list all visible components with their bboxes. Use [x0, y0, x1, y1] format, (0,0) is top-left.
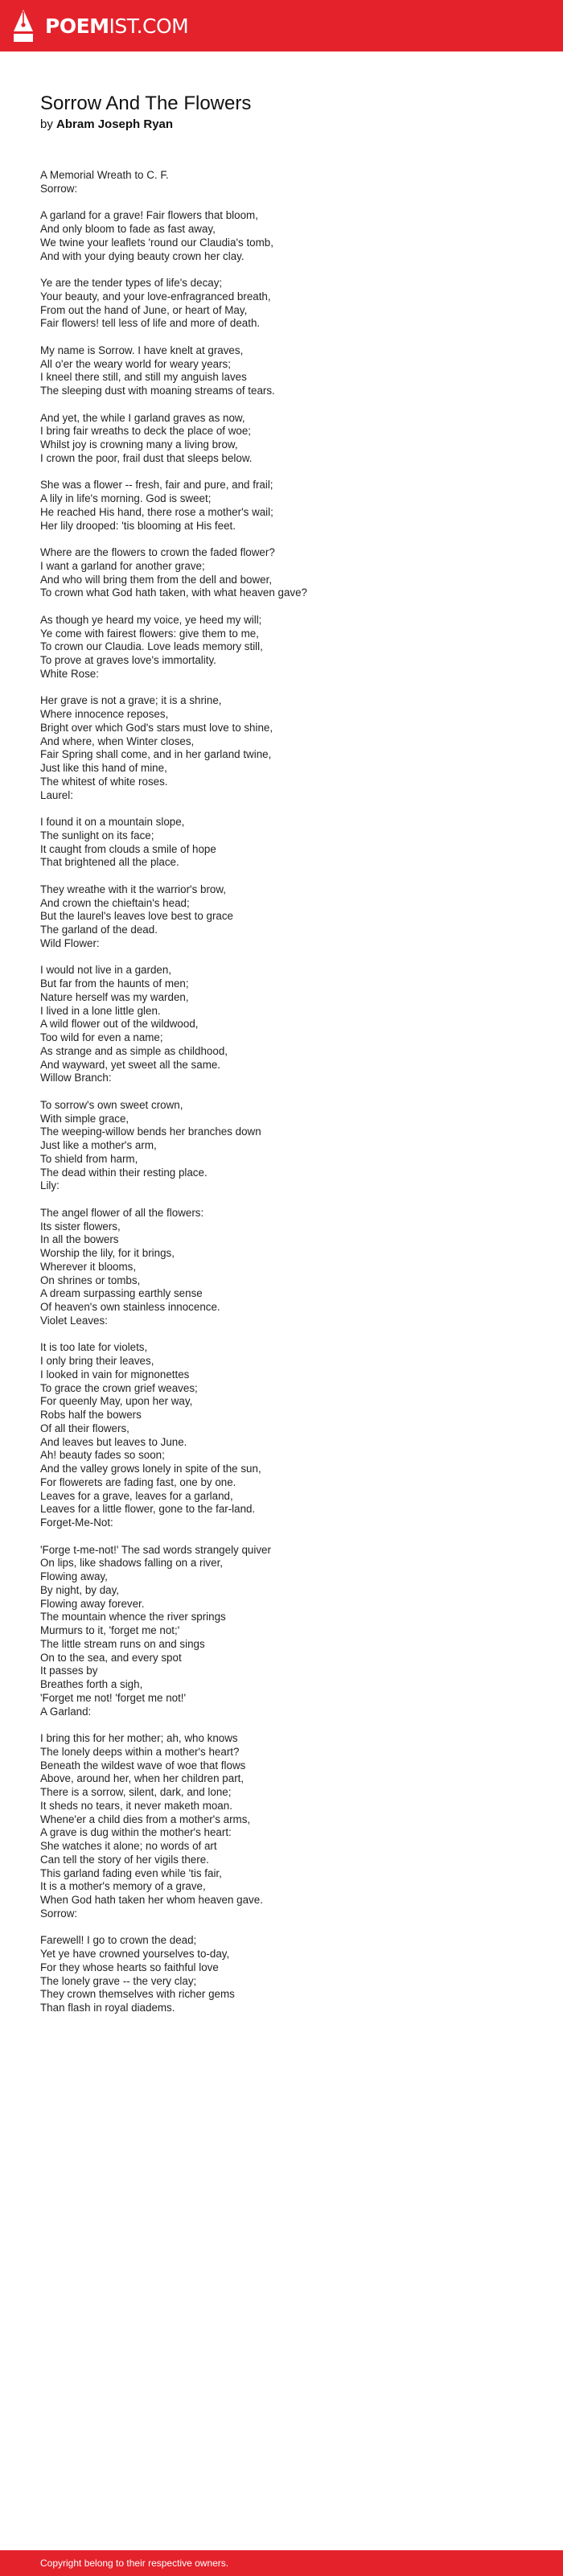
poem-line: And only bloom to fade as fast away,: [40, 223, 216, 235]
poem-line: There is a sorrow, silent, dark, and lone;: [40, 1786, 232, 1798]
site-logo[interactable]: [45, 16, 188, 36]
poem-line: To grace the crown grief weaves;: [40, 1381, 198, 1394]
stanza-break: [40, 802, 539, 816]
author-name[interactable]: Abram Joseph Ryan: [56, 117, 174, 131]
poem-line: On to the sea, and every spot: [40, 1651, 182, 1664]
poem-line: Its sister flowers,: [40, 1220, 121, 1232]
poem-line: On shrines or tombs,: [40, 1274, 141, 1286]
poem-line: Leaves for a grave, leaves for a garland,: [40, 1489, 233, 1502]
poem-line: Murmurs to it, 'forget me not;': [40, 1624, 180, 1636]
poem-line: The garland of the dead.: [40, 924, 158, 936]
poem-line: Laurel:: [40, 788, 73, 801]
poem-line: Whilst joy is crowning many a living brow,: [40, 438, 238, 451]
poem-line: Violet Leaves:: [40, 1314, 108, 1327]
poem-line: Her lily drooped: 'tis blooming at His feet.: [40, 519, 236, 532]
poem-line: Above, around her, when her children part,: [40, 1772, 245, 1785]
poem-line: Yet ye have crowned yourselves to-day,: [40, 1948, 230, 1960]
poem-line: A garland for a grave! Fair flowers that bloom,: [40, 209, 258, 222]
poem-line: It is too late for violets,: [40, 1341, 148, 1354]
poem-line: Of all their flowers,: [40, 1422, 129, 1434]
poem-line: I crown the poor, frail dust that sleeps below.: [40, 451, 253, 464]
poem-line: On lips, like shadows falling on a river,: [40, 1557, 224, 1570]
poem-line: But far from the haunts of men;: [40, 977, 189, 990]
poem-line: A Garland:: [40, 1705, 92, 1718]
byline: [40, 116, 539, 134]
poem-line: The lonely grave -- the very clay;: [40, 1974, 197, 1987]
poem-line: I found it on a mountain slope,: [40, 816, 185, 828]
poem-line: The sleeping dust with moaning streams of tears.: [40, 385, 275, 397]
stanza-break: [40, 951, 539, 965]
poem-line: A lily in life's morning. God is sweet;: [40, 492, 212, 504]
poem-line: And crown the chieftain's head;: [40, 896, 190, 909]
poem-line: Too wild for even a name;: [40, 1031, 163, 1043]
stanza-break: [40, 263, 539, 277]
pen-nib-icon: [11, 7, 35, 44]
poem-line: Lily:: [40, 1179, 60, 1192]
poem-line: To sorrow's own sweet crown,: [40, 1098, 183, 1111]
poem-line: To crown what God hath taken, with what heaven gave?: [40, 586, 307, 599]
poem-line: And the valley grows lonely in spite of the sun,: [40, 1463, 261, 1475]
stanza-break: [40, 1328, 539, 1342]
poem-line: A wild flower out of the wildwood,: [40, 1018, 199, 1031]
poem-line: Bright over which God's stars must love to shine,: [40, 721, 273, 734]
poem-line: Flowing away,: [40, 1570, 108, 1582]
stanza-break: [40, 398, 539, 412]
poem-line: To crown our Claudia. Love leads memory still,: [40, 640, 263, 653]
poem-line: Ye come with fairest flowers: give them to me,: [40, 627, 259, 640]
poem-line: Worship the lily, for it brings,: [40, 1247, 175, 1259]
poem-line: For they whose hearts so faithful love: [40, 1961, 219, 1973]
poem-line: They wreathe with it the warrior's brow,: [40, 883, 227, 895]
poem-line: When God hath taken her whom heaven gave.: [40, 1894, 263, 1906]
poem-line: Sorrow:: [40, 1907, 78, 1920]
poem-line: A dream surpassing earthly sense: [40, 1287, 203, 1300]
poem-line: A Memorial Wreath to C. F.: [40, 169, 169, 181]
poem-line: I lived in a lone little glen.: [40, 1004, 161, 1017]
stanza-break: [40, 533, 539, 546]
stanza-break: [40, 466, 539, 479]
stanza-break: [40, 1085, 539, 1099]
poem-line: All o'er the weary world for weary years;: [40, 357, 231, 370]
poem-line: The dead within their resting place.: [40, 1166, 208, 1179]
poem-line: The weeping-willow bends her branches down: [40, 1125, 261, 1138]
poem-line: Breathes forth a sigh,: [40, 1678, 143, 1690]
poem-line: The angel flower of all the flowers:: [40, 1206, 204, 1219]
stanza-break: [40, 196, 539, 210]
poem-line: Of heaven's own stainless innocence.: [40, 1301, 220, 1313]
poem-line: White Rose:: [40, 667, 99, 680]
poem-line: As though ye heard my voice, ye heed my will;: [40, 613, 262, 626]
poem-line: He reached His hand, there rose a mother's wail;: [40, 505, 273, 518]
poem-line: Just like a mother's arm,: [40, 1139, 157, 1151]
stanza-break: [40, 331, 539, 344]
poem-line: For queenly May, upon her way,: [40, 1395, 193, 1408]
poem-title: Sorrow And The Flowers: [40, 93, 252, 114]
poem-line: And who will bring them from the dell and bower,: [40, 573, 273, 586]
poem-line: Can tell the story of her vigils there.: [40, 1853, 209, 1866]
stanza-break: [40, 1921, 539, 1935]
stanza-break: [40, 1530, 539, 1544]
poem-line: For flowerets are fading fast, one by one.: [40, 1475, 236, 1488]
poem-line: The lonely deeps within a mother's heart?: [40, 1745, 240, 1758]
stanza-break: [40, 1193, 539, 1207]
poem-line: And wayward, yet sweet all the same.: [40, 1058, 221, 1071]
poem-line: It caught from clouds a smile of hope: [40, 842, 216, 855]
poem-line: I bring fair wreaths to deck the place of woe;: [40, 425, 252, 438]
site-header: [0, 0, 563, 51]
poem-line: Than flash in royal diadems.: [40, 2002, 175, 2014]
poem-line: In all the bowers: [40, 1233, 119, 1246]
poem-line: Robs half the bowers: [40, 1409, 142, 1421]
stanza-break: [40, 1718, 539, 1732]
poem-line: The whitest of white roses.: [40, 775, 168, 788]
poem-line: We twine your leaflets 'round our Claudia's tomb,: [40, 236, 273, 249]
poem-line: From out the hand of June, or heart of May,: [40, 303, 248, 316]
poem-line: With simple grace,: [40, 1112, 129, 1125]
logo-text-bold: POEM: [45, 14, 109, 38]
poem-line: Sorrow:: [40, 182, 78, 195]
poem-line: A grave is dug within the mother's heart:: [40, 1826, 232, 1839]
poem-line: Her grave is not a grave; it is a shrine,: [40, 694, 222, 707]
stanza-break: [40, 870, 539, 883]
poem-line: Willow Branch:: [40, 1072, 112, 1084]
poem-line: I only bring their leaves,: [40, 1355, 154, 1367]
poem-line: Fair Spring shall come, and in her garland twine,: [40, 748, 272, 761]
poem-line: The little stream runs on and sings: [40, 1637, 205, 1650]
poem-line: Forget-Me-Not:: [40, 1516, 113, 1529]
poem-line: Where are the flowers to crown the faded flower?: [40, 546, 275, 558]
poem-line: My name is Sorrow. I have knelt at graves,: [40, 344, 244, 356]
poem-body: [40, 169, 539, 2015]
poem-line: Leaves for a little flower, gone to the far-land.: [40, 1503, 256, 1516]
poem-line: Flowing away forever.: [40, 1597, 145, 1610]
poem-line: She watches it alone; no words of art: [40, 1840, 217, 1852]
poem-line: And where, when Winter closes,: [40, 735, 195, 747]
poem-line: Nature herself was my warden,: [40, 990, 189, 1003]
poem-line: As strange and as simple as childhood,: [40, 1044, 228, 1057]
poem-line: Ah! beauty fades so soon;: [40, 1449, 165, 1462]
poem-content: [40, 92, 539, 2015]
poem-line: I kneel there still, and still my anguish laves: [40, 371, 247, 384]
poem-line: Wherever it blooms,: [40, 1260, 137, 1273]
poem-line: Beneath the wildest wave of woe that flows: [40, 1759, 246, 1772]
poem-line: I bring this for her mother; ah, who knows: [40, 1732, 238, 1744]
poem-line: The mountain whence the river springs: [40, 1611, 226, 1623]
poem-line: This garland fading even while 'tis fair,: [40, 1866, 222, 1879]
copyright-text: Copyright belong to their respective owners.: [40, 2557, 229, 2569]
poem-line: It passes by: [40, 1665, 98, 1677]
stanza-break: [40, 681, 539, 695]
poem-line: They crown themselves with richer gems: [40, 1988, 235, 2001]
poem-line: I want a garland for another grave;: [40, 559, 205, 572]
site-footer: [0, 2550, 563, 2576]
poem-line: I looked in vain for mignonettes: [40, 1368, 190, 1381]
poem-line: It is a mother's memory of a grave,: [40, 1880, 206, 1893]
poem-line: She was a flower -- fresh, fair and pure, and frail;: [40, 479, 273, 492]
poem-line: Farewell! I go to crown the dead;: [40, 1934, 197, 1947]
poem-line: By night, by day,: [40, 1583, 120, 1596]
poem-line: Wild Flower:: [40, 936, 100, 949]
poem-line: And yet, the while I garland graves as now,: [40, 411, 245, 424]
poem-line: To prove at graves love's immortality.: [40, 654, 216, 666]
poem-line: Where innocence reposes,: [40, 708, 169, 720]
poem-line: 'Forget me not! 'forget me not!': [40, 1691, 187, 1704]
poem-line: It sheds no tears, it never maketh moan.: [40, 1799, 232, 1812]
poem-line: To shield from harm,: [40, 1152, 138, 1165]
poem-line: Just like this hand of mine,: [40, 762, 167, 774]
poem-line: Fair flowers! tell less of life and more of death.: [40, 317, 261, 330]
poem-line: And leaves but leaves to June.: [40, 1435, 187, 1448]
logo-text-light: IST.COM: [109, 14, 189, 38]
poem-line: The sunlight on its face;: [40, 829, 154, 842]
poem-line: That brightened all the place.: [40, 856, 179, 869]
poem-line: Ye are the tender types of life's decay;: [40, 277, 223, 289]
poem-line: But the laurel's leaves love best to grace: [40, 910, 234, 923]
poem-line: Whene'er a child dies from a mother's arms,: [40, 1813, 251, 1825]
poem-line: 'Forge t-me-not!' The sad words strangely quiver: [40, 1543, 271, 1556]
stanza-break: [40, 600, 539, 614]
by-label: by: [40, 117, 53, 131]
poem-line: I would not live in a garden,: [40, 964, 172, 977]
poem-line: Your beauty, and your love-enfragranced breath,: [40, 290, 271, 302]
poem-line: And with your dying beauty crown her clay.: [40, 249, 245, 262]
